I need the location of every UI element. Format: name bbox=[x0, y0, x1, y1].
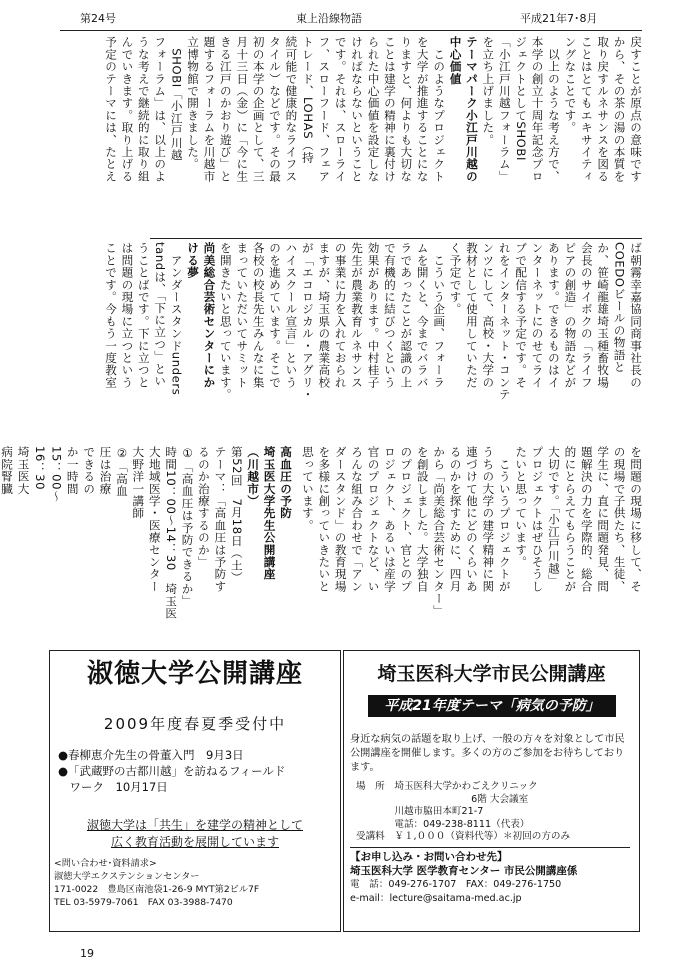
text-column-line: るのかを探すために、四月 bbox=[448, 446, 463, 593]
text-column-line: 中心価値 bbox=[448, 36, 463, 85]
apply-org: 埼玉医科大学 医学教育センター 市民公開講座係 bbox=[350, 864, 578, 877]
shukutoku-ad-season: 2009年度春夏季受付中 bbox=[103, 715, 287, 733]
text-column-line: ンツにして、高校・大学の bbox=[481, 242, 496, 389]
text-column-line: こういう企画、フォーラ bbox=[432, 242, 447, 389]
shukutoku-ad-title: 淑徳大学公開講座 bbox=[86, 659, 303, 689]
text-column-line: たいと思っています。 bbox=[514, 446, 529, 568]
article-upper-band bbox=[58, 36, 644, 236]
text-column-line: 題するフォーラムを川越市 bbox=[202, 36, 217, 183]
text-column-line: 戻すことが原点の意味です bbox=[629, 36, 643, 183]
text-column-line: tandは、「下に立つ」とい bbox=[153, 242, 168, 387]
text-column-line: こういうプロジェクトが bbox=[497, 446, 512, 593]
lecture-line: できるの bbox=[82, 446, 97, 495]
lecture-location: （川越市） bbox=[246, 446, 261, 507]
lecture-line: 第52回 7月18日（土） bbox=[229, 446, 244, 584]
text-column-line: 会長のサイボクの「ライフ bbox=[579, 242, 594, 389]
text-column-line: です。それは、スローライ bbox=[333, 36, 348, 183]
saitama-ad-theme: 平成21年度テーマ「病気の予防」 bbox=[368, 695, 616, 717]
lecture-line: テーマ：「高血圧は予防す bbox=[213, 446, 228, 593]
saitama-med-ad bbox=[343, 650, 640, 932]
text-column-line: あります。できるものはイ bbox=[546, 242, 561, 389]
message-line: 淑徳大学は「共生」を建学の精神として bbox=[86, 818, 303, 832]
newsletter-title: 東上沿線物語 bbox=[296, 12, 362, 25]
text-column-line: のプロジェクト、官とのプ bbox=[399, 446, 414, 593]
text-column-line: フォーラム」は、以上のよ bbox=[153, 36, 168, 183]
text-column-line: ことは建学の精神に裏付け bbox=[382, 36, 397, 183]
text-column-line: の事業に力を入れておられ bbox=[333, 242, 348, 389]
text-column-line: 官のプロジェクトなど、い bbox=[366, 446, 381, 593]
lecture-line: ①「高血圧は予防できるか」 bbox=[180, 446, 195, 607]
info-line: 川越市脇田本町21-7 bbox=[356, 806, 484, 817]
text-column-line: テーマパーク小江戸川越の bbox=[464, 36, 479, 183]
shukutoku-ad-contact bbox=[54, 857, 259, 909]
contact-line: TEL 03-5979-7061 FAX 03-3988-7470 bbox=[54, 897, 233, 908]
text-column-line: 本学の創立十周年記念プロ bbox=[530, 36, 545, 183]
lecture-line: 埼玉医大 bbox=[16, 446, 31, 495]
text-column-line: を立ち上げました。 bbox=[481, 36, 496, 146]
text-column-line: 初の本学の企画として、三 bbox=[251, 36, 266, 183]
page-header bbox=[0, 4, 688, 30]
text-column-line: 思っています。 bbox=[300, 446, 315, 532]
list-item: ●春柳恵介先生の骨董入門 9月3日 bbox=[58, 748, 244, 762]
text-column-line: 大切です。「小江戸川越」 bbox=[546, 446, 561, 587]
lecture-line: 大地域医学・医療センター bbox=[147, 446, 162, 593]
text-column-line: 取り戻すルネサンスを図る bbox=[596, 36, 611, 183]
text-column-line: で有機的に結びつくという bbox=[382, 242, 397, 389]
text-column-line: を開きたいと思っています。 bbox=[218, 242, 233, 401]
issue-number: 第24号 bbox=[80, 12, 116, 25]
text-column-line: 連づけて他にどのくらいあ bbox=[464, 446, 479, 593]
text-column-line: んでいきます。取り上げる bbox=[120, 36, 135, 183]
text-column-line: く予定です。 bbox=[448, 242, 463, 316]
contact-line: <問い合わせ･資料請求> bbox=[54, 858, 157, 869]
text-column-line: 続可能で健康的なライフス bbox=[284, 36, 299, 183]
text-column-line: ますが、埼玉県の農業高校 bbox=[317, 242, 332, 389]
page-number: 19 bbox=[80, 947, 94, 960]
text-column-line: トレード、LOHAS（持 bbox=[300, 36, 315, 164]
text-column-line: COEDOビールの物語と bbox=[612, 242, 627, 373]
text-column-line: ことです。今もう一度教室 bbox=[104, 242, 118, 389]
text-column-line: タイル）などです。その最 bbox=[268, 36, 283, 183]
lecture-line: 病院腎臓 bbox=[0, 446, 15, 495]
text-column-line: 立博物館で開きました。 bbox=[186, 36, 201, 171]
text-column-line: れをインターネット・コンテ bbox=[497, 242, 512, 401]
list-item: ワーク 10月17日 bbox=[58, 780, 168, 794]
text-column-line: ことはとてもエキサイティ bbox=[579, 36, 594, 183]
text-column-line: ンターネットにのせてライ bbox=[530, 242, 545, 389]
lecture-body bbox=[0, 446, 245, 642]
text-column-line: 予定のテーマには、たとえ bbox=[104, 36, 118, 183]
text-column-line: ングなことです。 bbox=[563, 36, 578, 134]
text-column-line: ブで配信する予定です。そ bbox=[514, 242, 529, 389]
text-column-line: ハイスクール宣言」という bbox=[284, 242, 299, 389]
lecture-line: 15：00〜 bbox=[49, 446, 64, 503]
band-rule bbox=[150, 238, 642, 239]
info-line: 6階 大会議室 bbox=[356, 793, 529, 805]
text-column-line: 効果があります。中村桂子 bbox=[366, 242, 381, 389]
issue-date: 平成21年7･8月 bbox=[520, 12, 598, 25]
text-column-line: を大学が推進することにな bbox=[415, 36, 430, 183]
text-column-line: 「小江戸川越フォーラム」 bbox=[497, 36, 512, 183]
text-column-line: ければならないということ bbox=[350, 36, 365, 183]
text-column-line: SHOBI「小江戸川越 bbox=[169, 36, 184, 161]
text-column-line: アンダースタンドunders bbox=[169, 242, 184, 396]
text-column-line: ける夢 bbox=[186, 242, 201, 279]
text-column-line: を創設しました。大学独自 bbox=[415, 446, 430, 593]
lecture-notice bbox=[0, 446, 294, 642]
lecture-line: 圧は治療 bbox=[98, 446, 113, 495]
text-column-line: ダースタンド」の教育現場 bbox=[333, 446, 348, 593]
lecture-line: ②「高血 bbox=[114, 446, 129, 498]
text-column-line: ムを開くと、今までバラバ bbox=[415, 242, 430, 389]
text-column-line: 月十三日（金）に「今に生 bbox=[235, 36, 250, 183]
text-column-line: まっていただいてサミット bbox=[235, 242, 250, 389]
shukutoku-ad-message bbox=[50, 817, 340, 851]
text-column-line: 学生に、直に問題発見、問 bbox=[596, 446, 611, 593]
info-line: 受講料 ￥１,０００（資料代等）＊初回の方のみ bbox=[356, 831, 571, 842]
saitama-ad-info bbox=[356, 781, 570, 844]
text-column-line: ロジェクト、あるいは産学 bbox=[382, 446, 397, 593]
text-column-line: 尚美総合芸術センターにか bbox=[202, 242, 217, 389]
apply-heading: 【お申し込み・お問い合わせ先】 bbox=[350, 851, 508, 863]
shukutoku-ad-items bbox=[58, 747, 285, 795]
apply-phone: 電 話：049-276-1707 FAX：049-276-1750 bbox=[350, 879, 562, 890]
text-column-line: を問題の現場に移して、そ bbox=[629, 446, 643, 593]
info-line: 場 所 埼玉医科大学かわごえクリニック bbox=[356, 781, 538, 792]
text-column-line: このようなプロジェクト bbox=[432, 36, 447, 183]
saitama-ad-title: 埼玉医科大学市民公開講座 bbox=[377, 663, 606, 685]
text-column-line: 題解決の力を学際的、総合 bbox=[579, 446, 594, 593]
text-column-line: の現場で子供たち、生徒、 bbox=[612, 446, 627, 593]
text-column-line: か、笹崎龍雄埼玉種畜牧場 bbox=[596, 242, 611, 389]
lecture-line: 時間10：00〜14：30 埼玉医 bbox=[164, 446, 179, 620]
text-column-line: ろんな組み合わせで「アン bbox=[350, 446, 365, 593]
list-item: ●「武蔵野の古都川越」を訪ねるフィールド bbox=[58, 764, 286, 778]
lecture-line: か一時間 bbox=[65, 446, 80, 495]
text-column-line: 先生が農業教育ルネサンス bbox=[350, 242, 365, 389]
text-column-line: のを進めています。そこで bbox=[268, 242, 283, 389]
lecture-line: るのか治療するのか」 bbox=[196, 446, 211, 568]
saitama-ad-apply bbox=[350, 847, 630, 905]
info-line: 電話：049-238-8111（代表） bbox=[356, 818, 530, 830]
article-lower-right bbox=[298, 446, 644, 642]
shukutoku-ad bbox=[49, 650, 341, 932]
text-column-line: うちの大学の建学精神に関 bbox=[481, 446, 496, 593]
lecture-line: 16：30 bbox=[32, 446, 47, 503]
lecture-line: 大野洋一講師 bbox=[131, 446, 146, 520]
lecture-organizer: 埼玉医大学先生公開講座 bbox=[262, 446, 277, 581]
text-column-line: プロジェクトはぜひそうし bbox=[530, 446, 545, 593]
text-column-line: 以上のような考え方で、 bbox=[546, 36, 561, 183]
text-column-line: から「尚美総合芸術センター」 bbox=[432, 446, 447, 617]
text-column-line: 教材として使用していただ bbox=[464, 242, 479, 389]
text-column-line: が「エコロジカル・アグリ・ bbox=[300, 242, 315, 401]
text-column-line: きる江戸のかおり遊び」と bbox=[218, 36, 233, 183]
text-column-line: ジェクトとしてSHOBI bbox=[514, 36, 529, 161]
lecture-title: 高血圧の予防 bbox=[279, 446, 293, 520]
text-column-line: を多様に創っていきたいと bbox=[317, 446, 332, 593]
text-column-line: フ、スローフード、フェア bbox=[317, 36, 332, 183]
text-column-line: ば朝霧幸嘉協同商事社長の bbox=[629, 242, 643, 389]
text-column-line: から、その茶の湯の本質を bbox=[612, 36, 627, 183]
saitama-ad-intro: 身近な病気の話題を取り上げ、一般の方々を対象として市民公開講座を開催します。多くの方のご参加をお待ちしております。 bbox=[350, 734, 625, 773]
text-column-line: 的にとらえてもらうことが bbox=[563, 446, 578, 593]
text-column-line: ピアの創造」の物語などが bbox=[563, 242, 578, 389]
message-line: 広く教育活動を展開しています bbox=[110, 835, 279, 849]
text-column-line: 各校の校長先生みんなに集 bbox=[251, 242, 266, 389]
text-column-line: うことばです。下に立つと bbox=[136, 242, 151, 389]
contact-line: 淑徳大学エクステンションセンター bbox=[54, 871, 200, 882]
text-column-line: りますと、何よりも大切な bbox=[399, 36, 414, 183]
text-column-line: は問題の現場に立つという bbox=[120, 242, 135, 389]
article-middle-band bbox=[58, 242, 644, 440]
text-column-line: られた中心価値を設定しな bbox=[366, 36, 381, 183]
header-rule bbox=[60, 30, 642, 31]
contact-line: 171-0022 豊島区南池袋1-26-9 MYT第2ビル7F bbox=[54, 884, 260, 895]
text-column-line: ラであったことが認識の上 bbox=[399, 242, 414, 389]
apply-email: e-mail：lecture@saitama-med.ac.jp bbox=[350, 892, 522, 904]
text-column-line: うな考えで継続的に取り組 bbox=[136, 36, 151, 183]
